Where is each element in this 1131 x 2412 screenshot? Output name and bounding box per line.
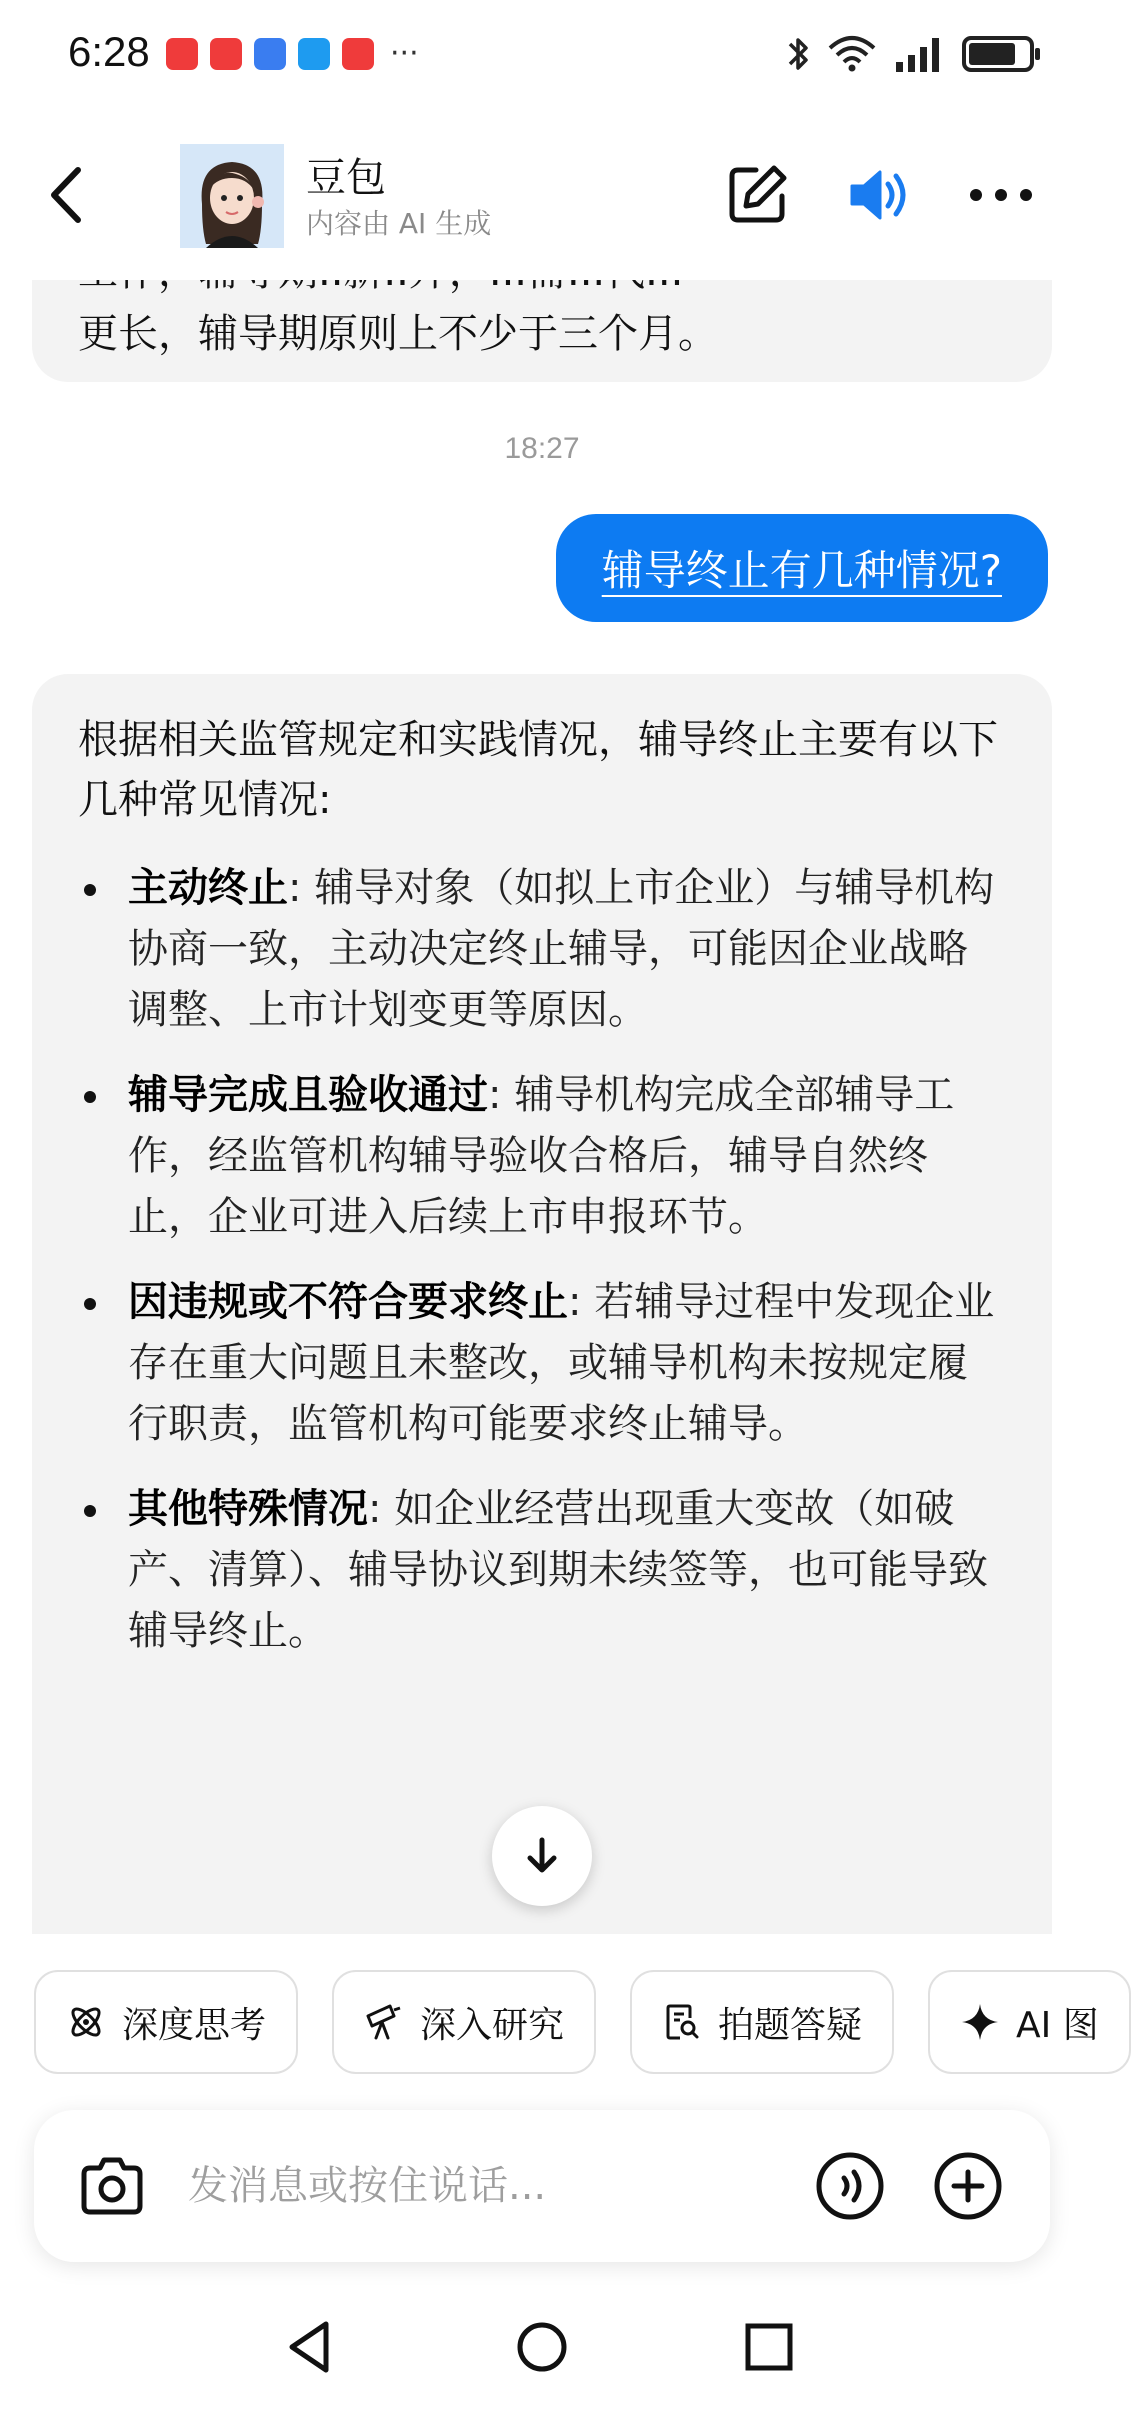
message-composer	[34, 2110, 1050, 2262]
back-triangle-icon	[278, 2314, 344, 2380]
telescope-icon	[364, 2002, 404, 2042]
status-bar	[0, 0, 1084, 110]
system-icons	[786, 34, 1034, 74]
avatar-image	[180, 144, 284, 248]
status-time: 6:28	[68, 28, 150, 75]
recents-square-icon	[736, 2314, 802, 2380]
list-item-body: : 若辅导过程中发现企业存在重大问题且未整改，或辅导机构未按规定履行职责，监管机构可能要求终止辅导。	[128, 1279, 995, 1447]
voice-input-button[interactable]	[814, 2150, 886, 2222]
chat-title: 豆包	[306, 155, 386, 201]
home-circle-icon	[509, 2314, 575, 2380]
toutiao-icon	[342, 38, 374, 70]
user-message-bubble[interactable]	[556, 514, 1048, 622]
battery-icon	[962, 36, 1034, 72]
camera-button[interactable]	[76, 2150, 148, 2222]
list-item-title: 因违规或不符合要求终止	[128, 1279, 568, 1325]
document-search-icon	[662, 2002, 702, 2042]
plus-circle-icon	[932, 2150, 1004, 2222]
system-nav-bar	[0, 2292, 1084, 2412]
scroll-to-bottom-button[interactable]	[492, 1806, 592, 1906]
nav-back-button[interactable]	[278, 2314, 344, 2380]
list-item	[78, 1065, 1006, 1248]
quick-actions-bar[interactable]	[0, 1934, 1099, 2074]
voice-playback-button[interactable]	[844, 160, 914, 230]
atom-icon	[66, 2002, 106, 2042]
back-button[interactable]	[40, 160, 100, 230]
weather-icon	[298, 38, 330, 70]
photo-question-chip[interactable]	[630, 1970, 894, 2074]
ai-generated-note: 内容由 AI 生成	[306, 207, 492, 240]
nav-home-button[interactable]	[509, 2314, 575, 2380]
avatar[interactable]	[180, 144, 284, 248]
chip-label: 拍题答疑	[718, 2004, 863, 2046]
add-attachment-button[interactable]	[932, 2150, 1004, 2222]
previous-message-text: 更长，辅导期原则上不少于三个月。	[78, 311, 718, 357]
list-item-body: : 辅导机构完成全部辅导工作，经监管机构辅导验收合格后，辅导自然终止，企业可进入后续上市申报环节。	[128, 1072, 955, 1240]
list-item	[78, 1479, 1006, 1662]
deep-research-chip[interactable]	[332, 1970, 596, 2074]
list-item-title: 主动终止	[128, 865, 288, 911]
sparkle-icon	[960, 2002, 1000, 2042]
red-app-icon	[210, 38, 242, 70]
chevron-left-icon	[40, 160, 100, 230]
bluetooth-icon	[786, 34, 810, 74]
browser-icon	[254, 38, 286, 70]
huawei-app-icon	[166, 38, 198, 70]
more-dots-icon	[966, 160, 1036, 230]
ai-intro-text: 根据相关监管规定和实践情况，辅导终止主要有以下几种常见情况:	[78, 717, 998, 823]
voice-wave-icon	[814, 2150, 886, 2222]
user-message-text: 辅导终止有几种情况?	[601, 546, 1002, 595]
chat-header	[0, 110, 1084, 280]
ai-message-bubble[interactable]	[32, 674, 1052, 1974]
chip-label: AI 图	[1016, 2004, 1099, 2046]
signal-icon	[894, 36, 944, 72]
edit-icon	[722, 160, 792, 230]
message-timestamp: 18:27	[504, 432, 580, 465]
list-item-title: 其他特殊情况	[128, 1486, 368, 1532]
ai-answer-list	[78, 858, 1006, 1662]
list-item	[78, 1272, 1006, 1455]
chat-area[interactable]	[0, 280, 1084, 1934]
ai-image-chip[interactable]	[928, 1970, 1131, 2074]
wifi-icon	[828, 36, 876, 72]
list-item-body: : 如企业经营出现重大变故（如破产、清算）、辅导协议到期未续签等，也可能导致辅导终止。	[128, 1486, 988, 1654]
deep-think-chip[interactable]	[34, 1970, 298, 2074]
more-notifications-icon: ···	[390, 36, 419, 71]
message-input[interactable]	[188, 2154, 808, 2218]
list-item-body: : 辅导对象（如拟上市企业）与辅导机构协商一致，主动决定终止辅导，可能因企业战略调整、上市计划变更等原因。	[128, 865, 995, 1033]
arrow-down-icon	[520, 1834, 564, 1878]
more-options-button[interactable]	[966, 160, 1036, 230]
speaker-icon	[844, 160, 914, 230]
chip-label: 深度思考	[122, 2004, 267, 2046]
list-item	[78, 858, 1006, 1041]
list-item-title: 辅导完成且验收通过	[128, 1072, 488, 1118]
camera-icon	[76, 2150, 148, 2222]
chip-label: 深入研究	[420, 2004, 565, 2046]
nav-recents-button[interactable]	[736, 2314, 802, 2380]
notification-icons	[166, 38, 419, 70]
new-chat-button[interactable]	[722, 160, 792, 230]
